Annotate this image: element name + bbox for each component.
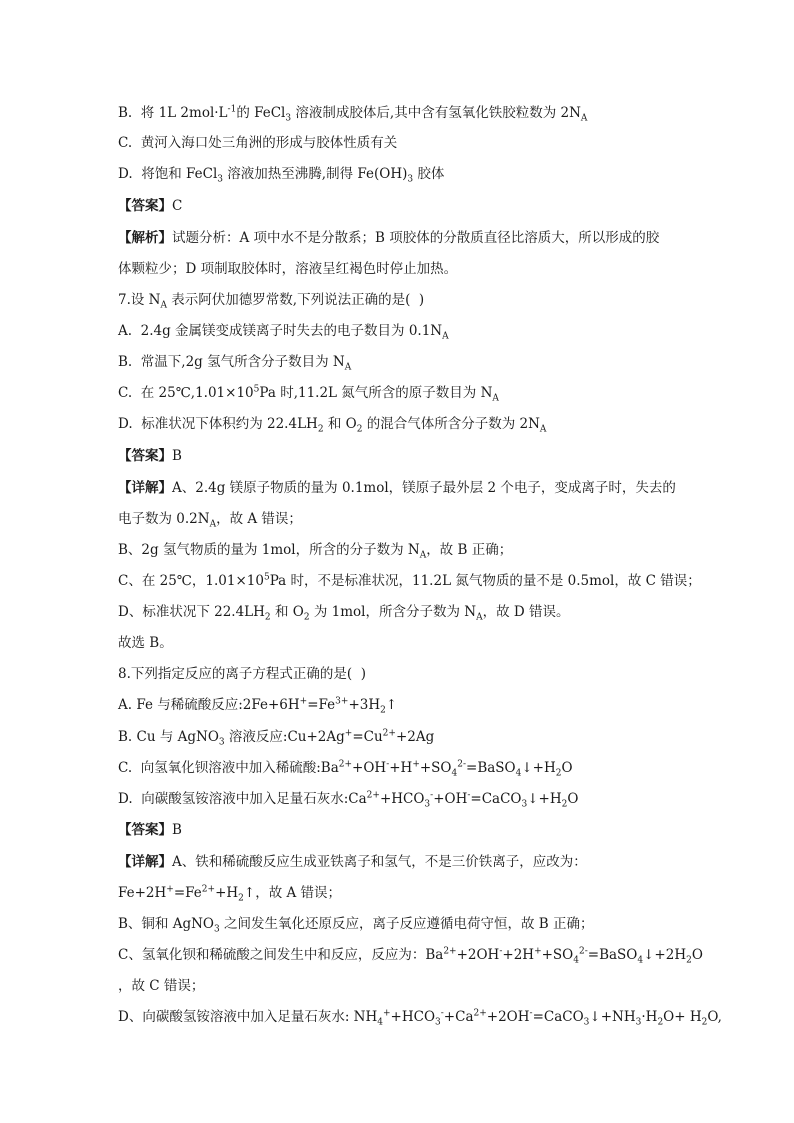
text-line-q8-c: C. 向氢氧化钡溶液中加入稀硫酸$:Ba^{2+}+OH^-+H^++SO_4^{2-}=BaSO_4↓+H_2O$ — [118, 759, 573, 779]
text-line-q8-detail-5: ，故 C 错误； — [118, 978, 205, 994]
text-line-q7-c: C. 在 $25℃,1.01\times 10^5Pa$ 时,11.2L 氮气所含的原子数目为 $N_A$ — [118, 384, 499, 404]
text-line-q7-b: B. 常温下,2g 氢气所含分子数目为 $N_A$ — [118, 354, 352, 373]
text-line-q6-c: C. 黄河入海口处三角洲的形成与胶体性质有关 — [118, 135, 398, 151]
text-line-q8-stem: 8.下列指定反应的离子方程式正确的是( ) — [118, 666, 366, 682]
text-line-q7-detail-1: 【详解】A、2.4g 镁原子物质的量为 0.1mol，镁原子最外层 2 个电子，变成离子时，失去的 — [118, 480, 676, 496]
text-line-q8-detail-4: C、氢氧化钡和稀硫酸之间发生中和反应，反应为：$Ba^{2+}+2OH^-+2H^++SO_4^{2-}=BaSO_4↓+2H_2O$ — [118, 946, 703, 966]
text-line-q8-a: A. Fe 与稀硫酸反应$:2Fe+6H^+=Fe^{3+}+3H_2↑$ — [118, 696, 398, 716]
text-line-q6-analysis-2: 体颗粒少；D 项制取胶体时，溶液呈红褐色时停止加热。 — [118, 261, 458, 277]
text-line-q8-detail-1: 【详解】A、铁和稀硫酸反应生成亚铁离子和氢气，不是三价铁离子，应改为： — [118, 854, 587, 870]
text-line-q6-analysis-1: 【解析】试题分析：A 项中水不是分散系；B 项胶体的分散质直径比溶质大，所以形成的胶 — [118, 230, 660, 246]
text-line-q8-detail-6: D、向碳酸氢铵溶液中加入足量石灰水: $NH_4^++HCO_3^-+Ca^{2+}+2OH^-=CaCO_3↓+NH_3\cdot H_2O+ H_2O$, — [118, 1008, 722, 1028]
text-line-q7-d: D. 标准状况下体积约为 $22.4LH_2$ 和 $O_2$ 的混合气体所含分子数为 $2N_A$ — [118, 416, 547, 435]
text-line-q6-answer: 【答案】C — [118, 198, 183, 214]
text-line-q7-stem: 7.设 $N_A$ 表示阿伏加德罗常数,下列说法正确的是( ) — [118, 292, 425, 311]
text-line-q8-detail-2: $Fe+2H^+=Fe^{2+}+H_2↑$，故 A 错误； — [118, 884, 342, 904]
text-line-q7-detail-2: 电子数为 $0.2N_A$，故 A 错误； — [118, 511, 302, 530]
text-line-q7-detail-4: C、在 25℃，$1.01\times 10^5Pa$ 时，不是标准状况，11.2L 氮气物质的量不是 0.5mol，故 C 错误； — [118, 572, 701, 589]
text-line-q8-b: B. Cu 与 AgNO$_3$ 溶液反应$:Cu+2Ag^+=Cu^{2+}+2Ag$ — [118, 728, 435, 748]
text-line-q7-detail-3: B、2g 氢气物质的量为 1mol，所含的分子数为 $N_A$，故 B 正确； — [118, 542, 513, 561]
text-line-q6-d: D. 将饱和 FeCl$_3$ 溶液加热至沸腾,制得 $Fe(OH)_3$ 胶体 — [118, 166, 445, 185]
text-line-q6-b: B. 将 1L $2mol\cdot L^{-1}$的 FeCl$_3$ 溶液制成胶体后,其中含有氢氧化铁胶粒数为 $2N_A$ — [118, 104, 588, 124]
text-line-q7-detail-6: 故选 B。 — [118, 635, 173, 651]
text-line-q8-answer: 【答案】B — [118, 822, 182, 838]
text-line-q8-detail-3: B、铜和 AgNO$_3$ 之间发生氧化还原反应，离子反应遵循电荷守恒，故 B 正确； — [118, 916, 594, 935]
text-line-q7-a: A. 2.4g 金属镁变成镁离子时失去的电子数目为 $0.1N_A$ — [118, 323, 449, 342]
text-line-q7-answer: 【答案】B — [118, 448, 182, 464]
text-line-q7-detail-5: D、标准状况下 $22.4LH_2$ 和 $O_2$ 为 1mol，所含分子数为 $N_A$，故 D 错误。 — [118, 604, 570, 623]
text-line-q8-d: D. 向碳酸氢铵溶液中加入足量石灰水$:Ca^{2+}+HCO_3^-+OH^-=CaCO_3↓+H_2O$ — [118, 790, 579, 810]
